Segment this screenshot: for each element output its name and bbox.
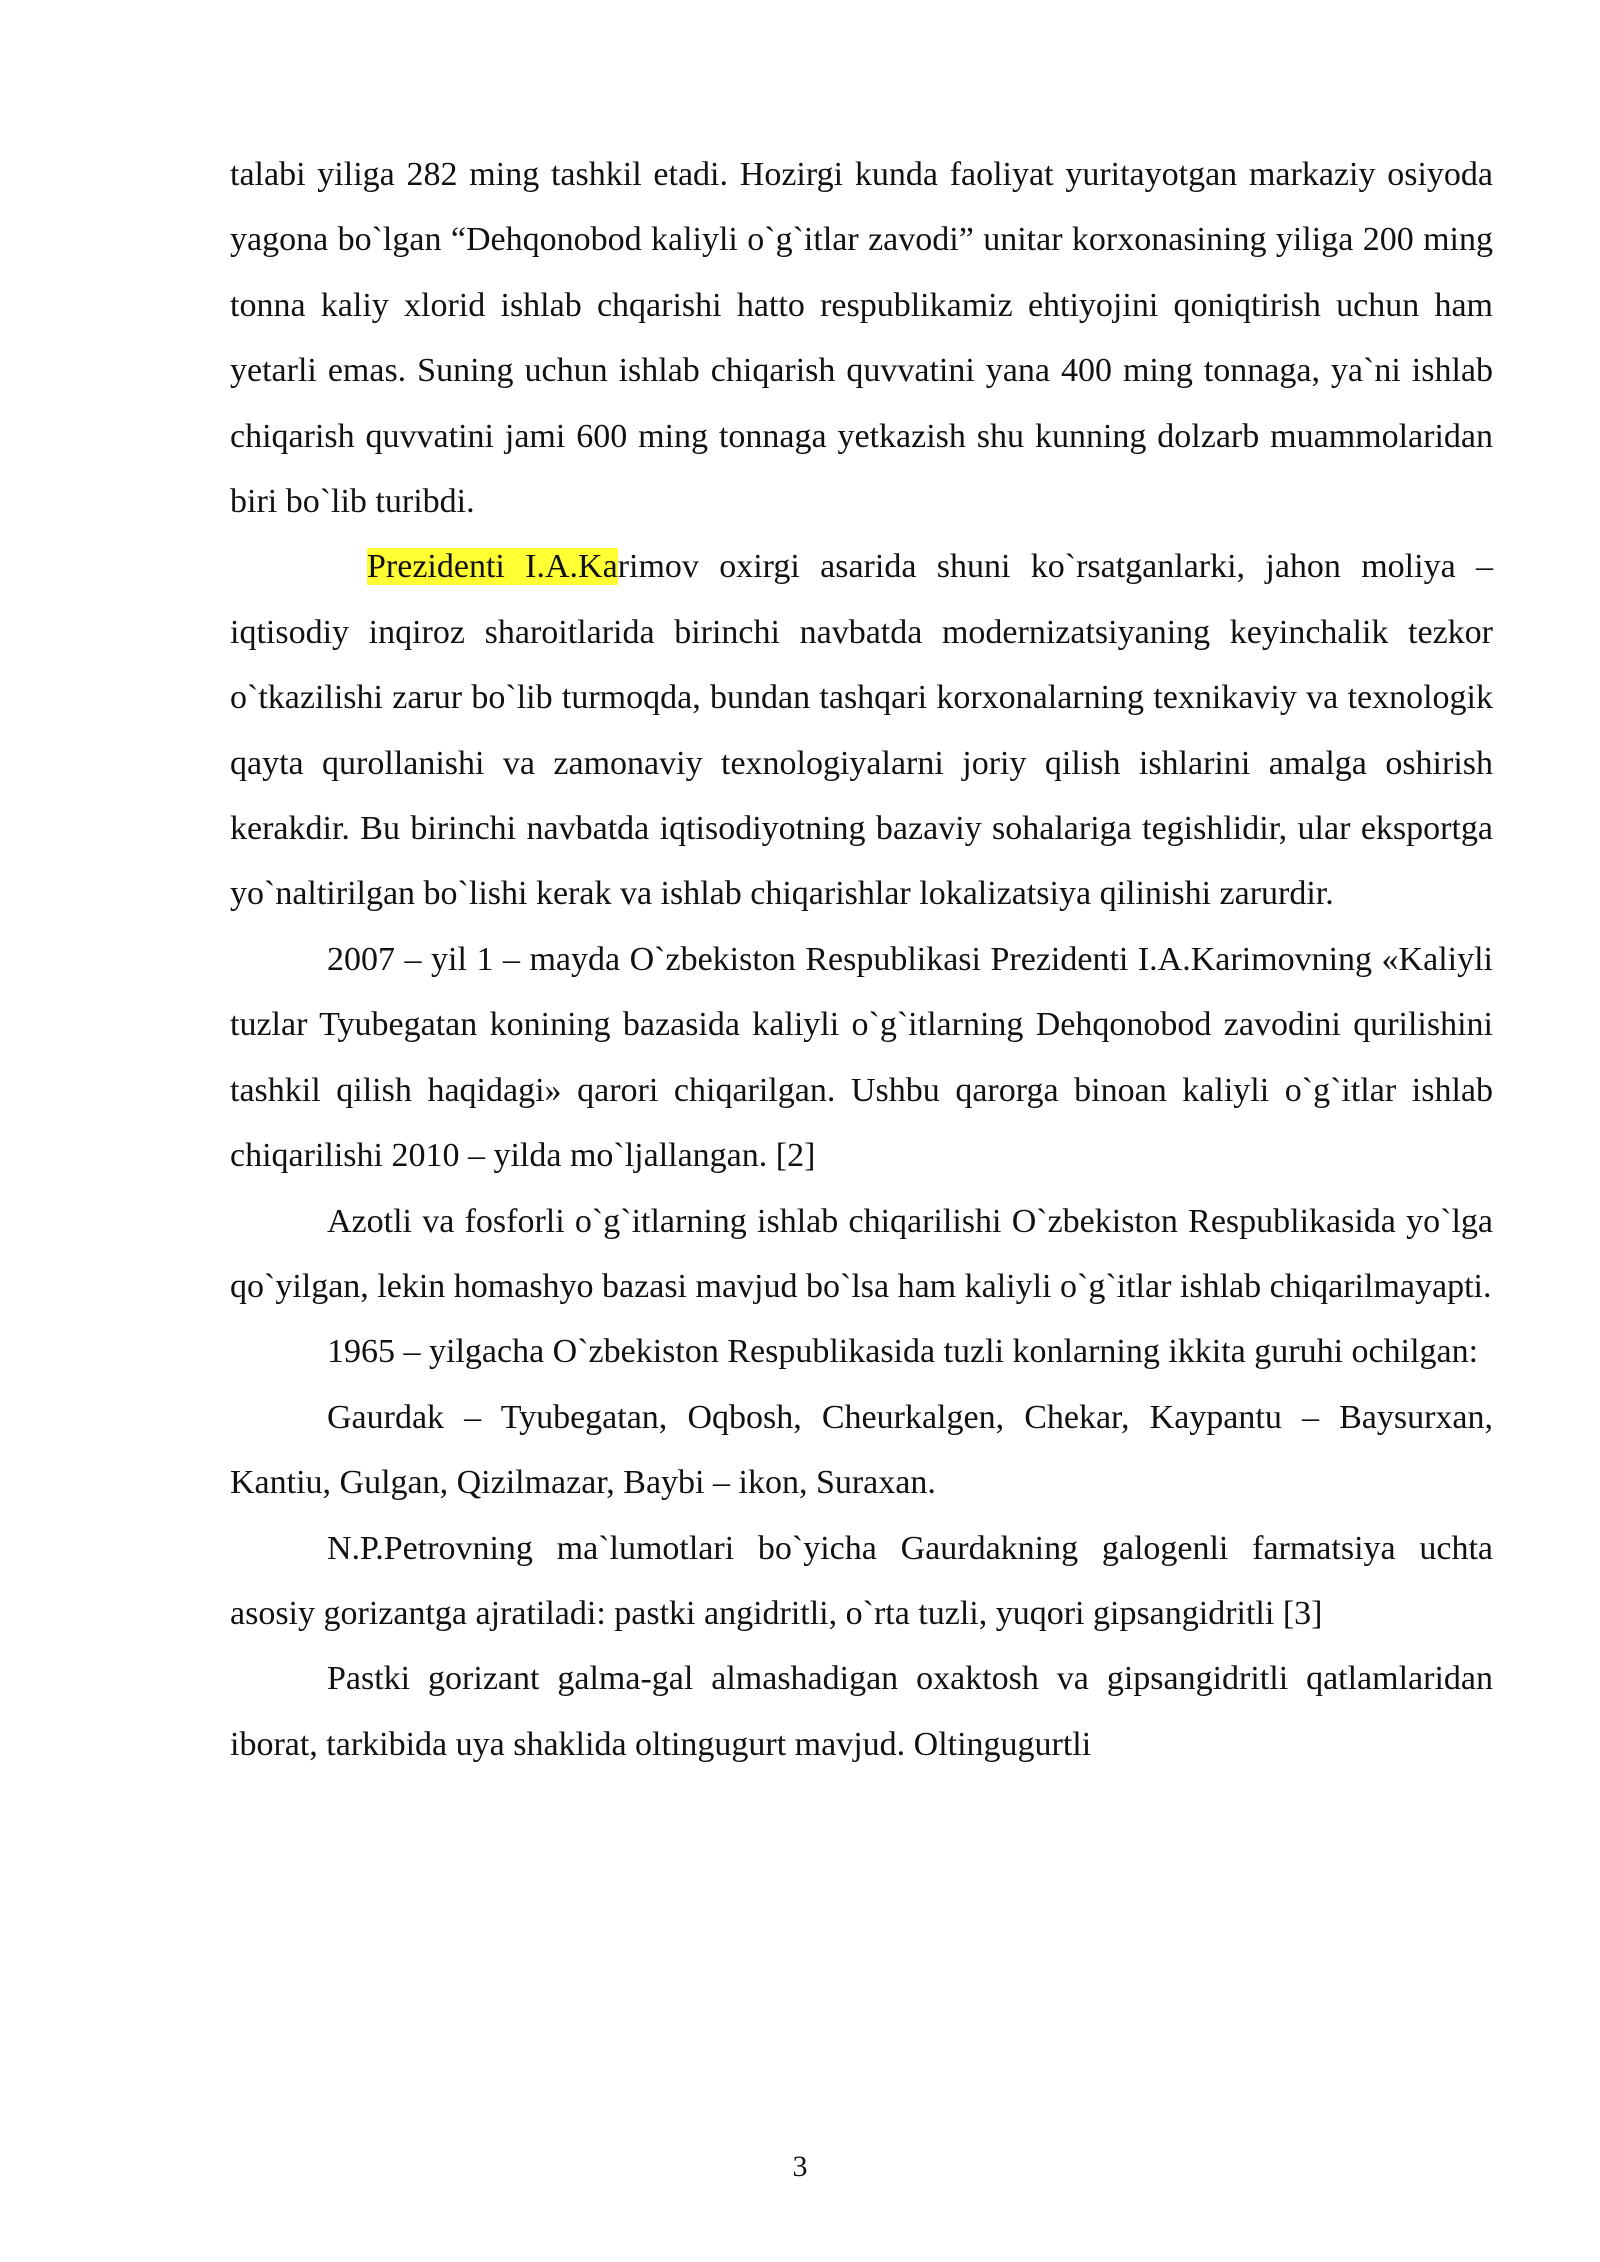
paragraph-3 xyxy=(230,927,1493,1189)
paragraph-7-text: N.P.Petrovning ma`lumotlari bo`yicha Gaurdakning galogenli farmatsiya uchta asosiy gorizantga ajratiladi: pastki angidritli, o`rta tuzli, yuqori gipsangidritli [3] xyxy=(230,1529,1493,1632)
paragraph-4 xyxy=(230,1189,1493,1320)
paragraph-6-text: Gaurdak – Tyubegatan, Oqbosh, Cheurkalgen, Chekar, Kaypantu – Baysurxan, Kantiu, Gulgan, Qizilmazar, Baybi – ikon, Suraxan. xyxy=(230,1398,1493,1502)
paragraph-2-text: rimov oxirgi asarida shuni ko`rsatganlarki, jahon moliya – iqtisodiy inqiroz sharoitlarida birinchi navbatda modernizatsiyaning keyinchalik tezkor o`tkazilishi zarur bo`lib turmoqda, bundan tashqari korxonalarning texnikaviy va texnologik qayta qurollanishi va zamonaviy texnologiyalarni joriy qilish ishlarini amalga oshirish kerakdir. Bu birinchi navbatda iqtisodiyotning bazaviy sohalariga tegishlidir, ular eksportga yo`naltirilgan bo`lishi kerak va ishlab chiqarishlar lokalizatsiya qilinishi zarurdir. xyxy=(230,548,1493,913)
paragraph-5-text: 1965 – yilgacha O`zbekiston Respublikasida tuzli konlarning ikkita guruhi ochilgan: xyxy=(327,1333,1479,1371)
document-body xyxy=(230,142,1493,1777)
highlighted-text: Prezidenti I.A.Ka xyxy=(367,548,618,586)
paragraph-2 xyxy=(230,534,1493,926)
paragraph-6 xyxy=(230,1385,1493,1516)
paragraph-4-text: Azotli va fosforli o`g`itlarning ishlab chiqarilishi O`zbekiston Respublikasida yo`lga qo`yilgan, lekin homashyo bazasi mavjud bo`lsa ham kaliyli o`g`itlar ishlab chiqarilmayapti. xyxy=(230,1202,1493,1305)
paragraph-5 xyxy=(230,1319,1493,1384)
paragraph-3-text: 2007 – yil 1 – mayda O`zbekiston Respublikasi Prezidenti I.A.Karimovning «Kaliyli tuzlar Tyubegatan konining bazasida kaliyli o`g`itlarning Dehqonobod zavodini qurilishini tashkil qilish haqidagi» qarori chiqarilgan. Ushbu qarorga binoan kaliyli o`g`itlar ishlab chiqarilishi 2010 – yilda mo`ljallangan. [2] xyxy=(230,940,1493,1175)
page-number: 3 xyxy=(792,2150,808,2183)
paragraph-8 xyxy=(230,1646,1493,1777)
paragraph-7 xyxy=(230,1516,1493,1647)
paragraph-8-text: Pastki gorizant galma-gal almashadigan oxaktosh va gipsangidritli qatlamlaridan iborat, tarkibida uya shaklida oltingugurt mavjud. Oltingugurtli xyxy=(230,1660,1493,1763)
paragraph-1 xyxy=(230,142,1493,534)
paragraph-1-text: talabi yiliga 282 ming tashkil etadi. Hozirgi kunda faoliyat yuritayotgan markaziy osiyoda yagona bo`lgan “Dehqonobod kaliyli o`g`itlar zavodi” unitar korxonasining yiliga 200 ming tonna kaliy xlorid ishlab chqarishi hatto respublikamiz ehtiyojini qoniqtirish uchun ham yetarli emas. Suning uchun ishlab chiqarish quvvatini yana 400 ming tonnaga, ya`ni ishlab chiqarish quvvatini jami 600 ming tonnaga yetkazish shu kunning dolzarb muammolaridan biri bo`lib turibdi. xyxy=(230,156,1493,521)
